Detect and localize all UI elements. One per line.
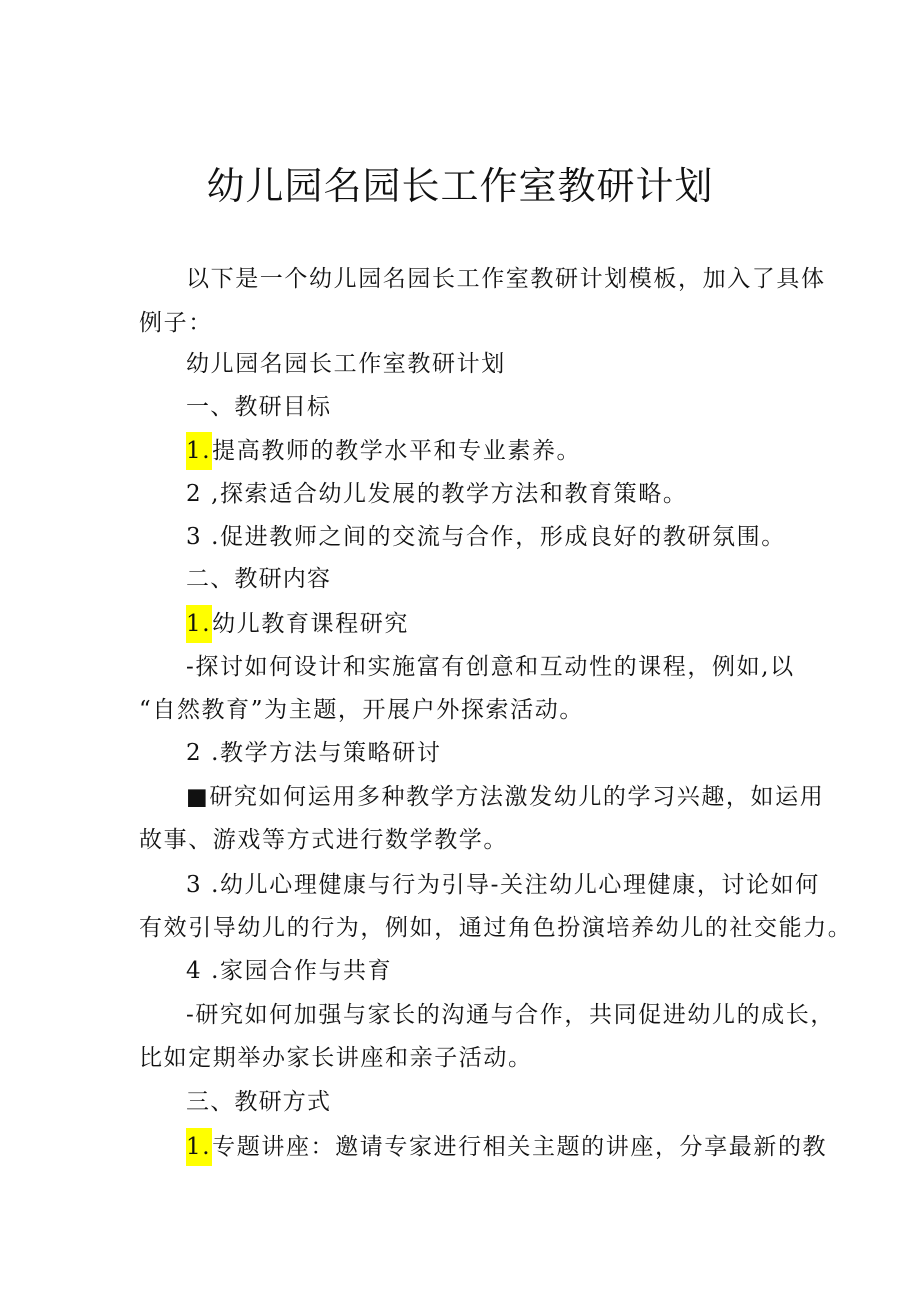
item-number: 4 xyxy=(186,958,203,984)
intro-line-2: 例子： xyxy=(139,310,213,336)
highlighted-number: 1. xyxy=(186,605,212,643)
content-item-3 xyxy=(186,868,820,902)
content-item-1-detail-2: “自然教育”为主题，开展户外探索活动。 xyxy=(139,697,584,723)
plan-title: 幼儿园名园长工作室教研计划 xyxy=(186,351,506,377)
content-item-2-detail-1: ■研究如何运用多种教学方法激发幼儿的学习兴趣，如运用 xyxy=(186,784,825,810)
intro-line-1: 以下是一个幼儿园名园长工作室教研计划模板，加入了具体 xyxy=(186,266,826,292)
highlighted-number: 1. xyxy=(186,432,212,470)
content-item-2-detail-2: 故事、游戏等方式进行数学教学。 xyxy=(139,827,508,853)
content-item-4-detail-1: -研究如何加强与家长的沟通与合作，共同促进幼儿的成长， xyxy=(186,1002,835,1028)
content-item-1 xyxy=(186,605,409,643)
item-number: 3 xyxy=(186,872,203,898)
goal-item-1 xyxy=(186,432,581,470)
item-number: 3 xyxy=(186,524,203,550)
item-number: 2 xyxy=(186,481,203,507)
method-item-1 xyxy=(186,1128,827,1166)
item-text: .教学方法与策略研讨 xyxy=(202,740,442,766)
highlighted-number: 1. xyxy=(186,1128,212,1166)
item-text: 提高教师的教学水平和专业素养。 xyxy=(212,438,582,464)
goal-item-3 xyxy=(186,520,786,554)
goal-item-2 xyxy=(186,477,687,511)
item-text: 专题讲座：邀请专家进行相关主题的讲座，分享最新的教 xyxy=(212,1134,828,1160)
document-title: 幼儿园名园长工作室教研计划 xyxy=(206,164,714,208)
content-item-4 xyxy=(186,954,392,988)
content-item-2 xyxy=(186,736,441,770)
section-heading-content: 二、教研内容 xyxy=(186,566,332,592)
item-text: 幼儿教育课程研究 xyxy=(212,611,409,637)
section-heading-methods: 三、教研方式 xyxy=(186,1089,332,1115)
content-item-3-detail-2: 有效引导幼儿的行为，例如，通过角色扮演培养幼儿的社交能力。 xyxy=(139,915,853,941)
content-item-1-detail-1: -探讨如何设计和实施富有创意和互动性的课程，例如,以 xyxy=(186,654,795,680)
item-number: 2 xyxy=(186,740,203,766)
section-heading-goals: 一、教研目标 xyxy=(186,394,332,420)
item-text: .幼儿心理健康与行为引导-关注幼儿心理健康，讨论如何 xyxy=(202,872,820,898)
item-text: .促进教师之间的交流与合作，形成良好的教研氛围。 xyxy=(202,524,786,550)
item-text: .家园合作与共育 xyxy=(202,958,393,984)
content-item-4-detail-2: 比如定期举办家长讲座和亲子活动。 xyxy=(139,1045,533,1071)
item-text: ,探索适合幼儿发展的教学方法和教育策略。 xyxy=(202,481,688,507)
